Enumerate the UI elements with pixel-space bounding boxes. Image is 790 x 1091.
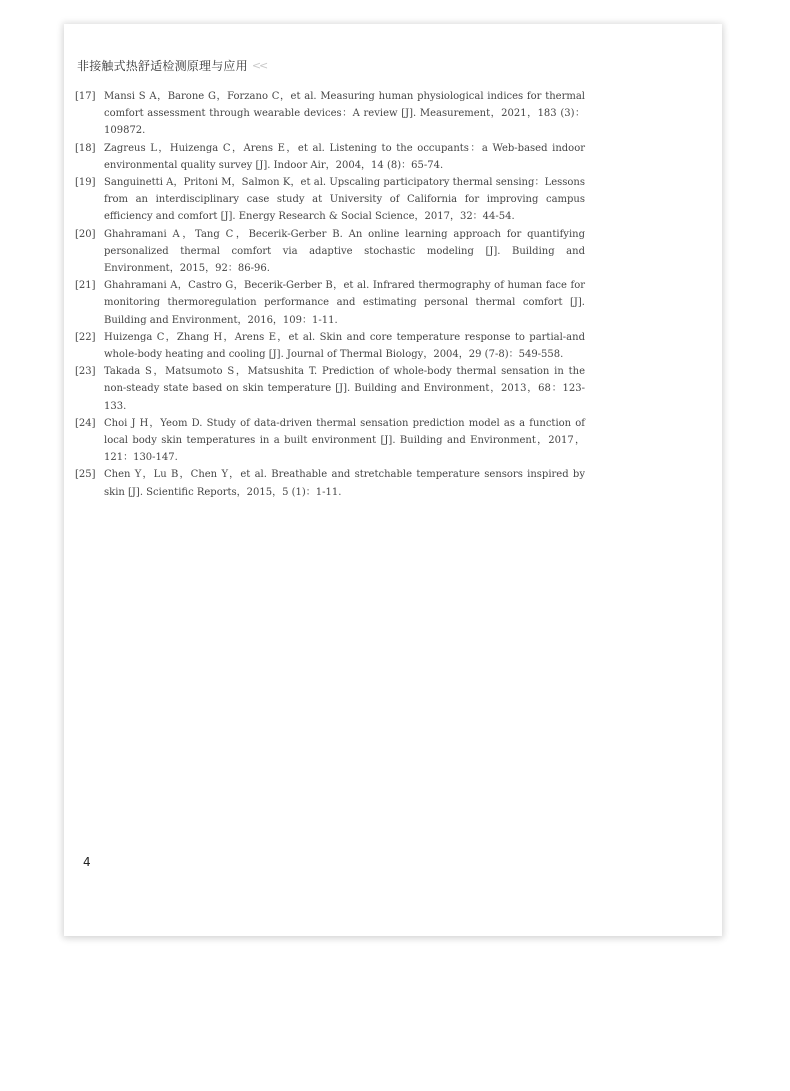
reference-number: [25] — [75, 469, 96, 481]
reference-entry — [75, 466, 585, 500]
reference-number: [20] — [75, 228, 96, 240]
reference-entry — [75, 329, 585, 363]
reference-number: [18] — [75, 142, 96, 154]
running-header-title: 非接触式热舒适检测原理与应用 — [77, 59, 248, 73]
reference-entry — [75, 226, 585, 278]
running-header — [77, 57, 266, 74]
chevron-left-icon: << — [251, 59, 267, 72]
reference-text: Huizenga C，Zhang H，Arens E，et al. Skin and core temperature response to partial-and whole-body heating and cooling [J]. Journal of Thermal Biology，2004，29 (7-8)：549-558. — [104, 331, 585, 361]
reference-text: Choi J H，Yeom D. Study of data-driven thermal sensation prediction model as a function of local body skin temperatures in a built environment [J]. Building and Environment，2017，121：130-147. — [104, 417, 585, 464]
reference-number: [21] — [75, 280, 96, 292]
reference-number: [24] — [75, 417, 96, 429]
reference-text: Takada S，Matsumoto S，Matsushita T. Prediction of whole-body thermal sensation in the non-steady state based on skin temperature [J]. Building and Environment，2013，68：123-133. — [104, 366, 585, 412]
reference-entry — [75, 140, 585, 174]
reference-text: Ghahramani A，Castro G，Becerik-Gerber B，et al. Infrared thermography of human face for monitoring thermoregulation performance and estimating personal thermal comfort [J]. Building and Environment，2016，109：1-11. — [104, 280, 585, 326]
reference-entry — [75, 277, 585, 329]
reference-text: Zagreus L，Huizenga C，Arens E，et al. Listening to the occupants：a Web-based indoor environmental quality survey [J]. Indoor Air，2004，14 (8)：65-74. — [104, 142, 585, 171]
reference-entry — [75, 88, 585, 140]
reference-number: [17] — [75, 91, 96, 102]
reference-entry — [75, 174, 585, 226]
reference-text: Sanguinetti A，Pritoni M，Salmon K，et al. Upscaling participatory thermal sensing：Lessons from an interdisciplinary case study at University of California for improving campus efficiency and comfort [J]. Energy Research & Social Science，2017，32：44-54. — [104, 177, 585, 223]
reference-number: [22] — [75, 331, 96, 343]
reference-text: Mansi S A，Barone G，Forzano C，et al. Measuring human physiological indices for thermal comfort assessment through wearable devices：A review [J]. Measurement，2021，183 (3)：109872. — [104, 91, 585, 137]
page-number: 4 — [83, 855, 91, 869]
reference-number: [23] — [75, 366, 96, 378]
reference-list — [75, 88, 585, 501]
reference-text: Chen Y，Lu B，Chen Y，et al. Breathable and stretchable temperature sensors inspired by skin [J]. Scientific Reports，2015，5 (1)：1-11. — [104, 469, 585, 498]
reference-number: [19] — [75, 177, 96, 189]
reference-entry — [75, 415, 585, 467]
reference-entry — [75, 363, 585, 415]
reference-text: Ghahramani A，Tang C，Becerik-Gerber B. An online learning approach for quantifying personalized thermal comfort via adaptive stochastic modeling [J]. Building and Environment，2015，92：86-96. — [104, 228, 585, 275]
